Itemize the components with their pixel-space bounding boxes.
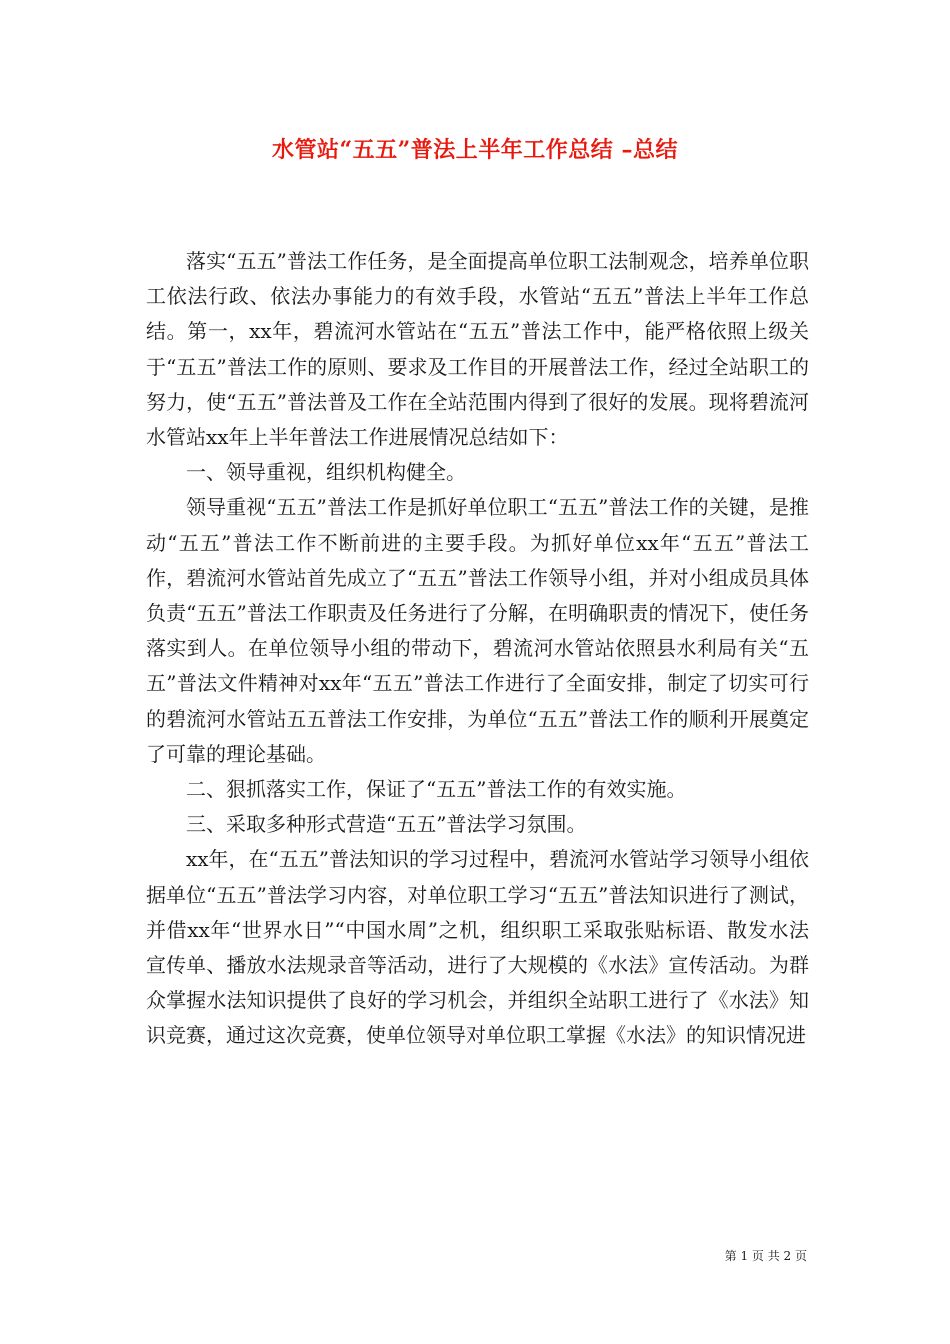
heading-section-1: 一、领导重视，组织机构健全。 — [186, 460, 466, 485]
document-body — [146, 244, 809, 1054]
paragraph-intro: 落实“五五”普法工作任务，是全面提高单位职工法制观念，培养单位职工依法行政、依法办事能力的有效手段，水管站“五五”普法上半年工作总结。第一，xx年，碧流河水管站在“五五”普法工作中，能严格依照上级关于“五五”普法工作的原则、要求及工作目的开展普法工作，经过全站职工的努力，使“五五”普法普及工作在全站范围内得到了很好的发展。现将碧流河水管站xx年上半年普法工作进展情况总结如下： — [146, 249, 809, 450]
paragraph-section-3: xx年，在“五五”普法知识的学习过程中，碧流河水管站学习领导小组依据单位“五五”普法学习内容，对单位职工学习“五五”普法知识进行了测试，并借xx年“世界水日”“中国水周”之机，组织职工采取张贴标语、散发水法宣传单、播放水法规录音等活动，进行了大规模的《水法》宣传活动。为群众掌握水法知识提供了良好的学习机会，并组织全站职工进行了《水法》知识竞赛，通过这次竞赛，使单位领导对单位职工掌握《水法》的知识情况进 — [146, 847, 810, 1048]
page-number: 第 1 页 共 2 页 — [724, 1249, 807, 1263]
document-title: 水管站“五五”普法上半年工作总结 –总结 — [272, 137, 678, 163]
paragraph-section-1: 领导重视“五五”普法工作是抓好单位职工“五五”普法工作的关键，是推动“五五”普法工作不断前进的主要手段。为抓好单位xx年“五五”普法工作，碧流河水管站首先成立了“五五”普法工作领导小组，并对小组成员具体负责“五五”普法工作职责及任务进行了分解，在明确职责的情况下，使任务落实到人。在单位领导小组的带动下，碧流河水管站依照县水利局有关“五五”普法文件精神对xx年“五五”普法工作进行了全面安排，制定了切实可行的碧流河水管站五五普法工作安排，为单位“五五”普法工作的顺利开展奠定了可靠的理论基础。 — [146, 495, 809, 766]
heading-section-3: 三、采取多种形式营造“五五”普法学习氛围。 — [186, 812, 587, 837]
heading-section-2: 二、狠抓落实工作，保证了“五五”普法工作的有效实施。 — [186, 777, 687, 802]
